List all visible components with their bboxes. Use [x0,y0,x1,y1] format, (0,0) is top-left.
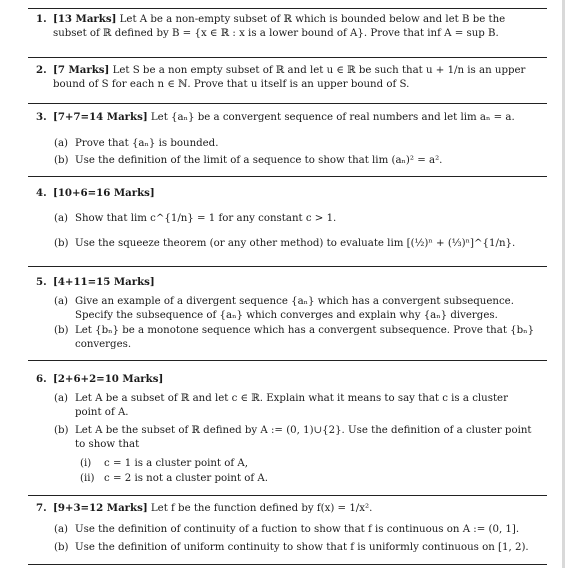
divider [28,176,547,177]
part-text: Use the squeeze theorem (or any other method) to evaluate lim [(½)ⁿ + (⅓)ⁿ]^{1/n}. [75,238,516,249]
divider [28,57,547,58]
question-body: Let S be a non empty subset of ℝ and let u ∈ ℝ be such that u + 1/n is an upper bound of S for each n ∈ ℕ. Prove that u itself is an upper bound of S. [53,65,526,90]
question-text [53,111,539,125]
subpart-text: c = 2 is not a cluster point of A. [104,473,269,484]
part-label: (b) [54,542,69,553]
part-label: (a) [54,393,69,404]
question-number: 4. [36,187,47,199]
question-body: Let {aₙ} be a convergent sequence of real numbers and let lim aₙ = a. [150,112,515,123]
question-marks: [10+6=16 Marks] [53,187,155,199]
question-marks: [7 Marks] [53,64,110,76]
question-text [53,502,539,516]
divider [28,8,547,9]
question-number: 6. [36,373,47,385]
question-marks: [2+6+2=10 Marks] [53,373,164,385]
part-text: Use the definition of the limit of a sequence to show that lim (aₙ)² = a². [75,155,443,166]
divider [28,495,547,496]
part-label: (a) [54,524,69,535]
part-text: Prove that {aₙ} is bounded. [75,138,219,149]
question-text [53,276,539,290]
subpart-label: (ii) [80,473,95,484]
question-body: Let f be the function defined by f(x) = 1/x². [150,503,373,514]
question-number: 2. [36,64,47,76]
question-marks: [7+7=14 Marks] [53,111,148,123]
part-label: (b) [54,238,69,249]
question-text [53,373,539,387]
question-text [53,64,539,91]
question-number: 5. [36,276,47,288]
part-text: Let A be a subset of ℝ and let c ∈ ℝ. Explain what it means to say that c is a cluster point of A. [75,393,508,418]
question-text [53,13,539,40]
question-marks: [13 Marks] [53,13,117,25]
divider [28,360,547,361]
part-text: Let {bₙ} be a monotone sequence which has a convergent subsequence. Prove that {bₙ} converges. [75,325,535,350]
subpart-label: (i) [80,458,92,469]
part-text: Give an example of a divergent sequence {aₙ} which has a convergent subsequence. Specify the subsequence of {aₙ} which converges and explain why {aₙ} diverges. [75,296,514,321]
part-label: (a) [54,213,69,224]
subpart-text: c = 1 is a cluster point of A, [104,458,249,469]
part-text: Show that lim c^{1/n} = 1 for any constant c > 1. [75,213,337,224]
question-marks: [4+11=15 Marks] [53,276,155,288]
part-label: (a) [54,138,69,149]
part-label: (b) [54,155,69,166]
part-text: Let A be the subset of ℝ defined by A := (0, 1)∪{2}. Use the definition of a cluster point to show that [75,425,532,450]
question-number: 1. [36,13,47,25]
part-label: (b) [54,325,69,336]
question-number: 7. [36,502,47,514]
question-text [53,187,539,201]
question-marks: [9+3=12 Marks] [53,502,148,514]
part-label: (a) [54,296,69,307]
part-text: Use the definition of continuity of a fuction to show that f is continuous on A := (0, 1]. [75,524,520,535]
question-body: Let A be a non-empty subset of ℝ which is bounded below and let B be the subset of ℝ defined by B = {x ∈ ℝ : x is a lower bound of A}. Prove that inf A = sup B. [53,14,506,39]
question-number: 3. [36,111,47,123]
divider [28,564,547,565]
divider [28,103,547,104]
part-label: (b) [54,425,69,436]
divider [28,266,547,267]
part-text: Use the definition of uniform continuity to show that f is uniformly continuous on [1, 2). [75,542,529,553]
